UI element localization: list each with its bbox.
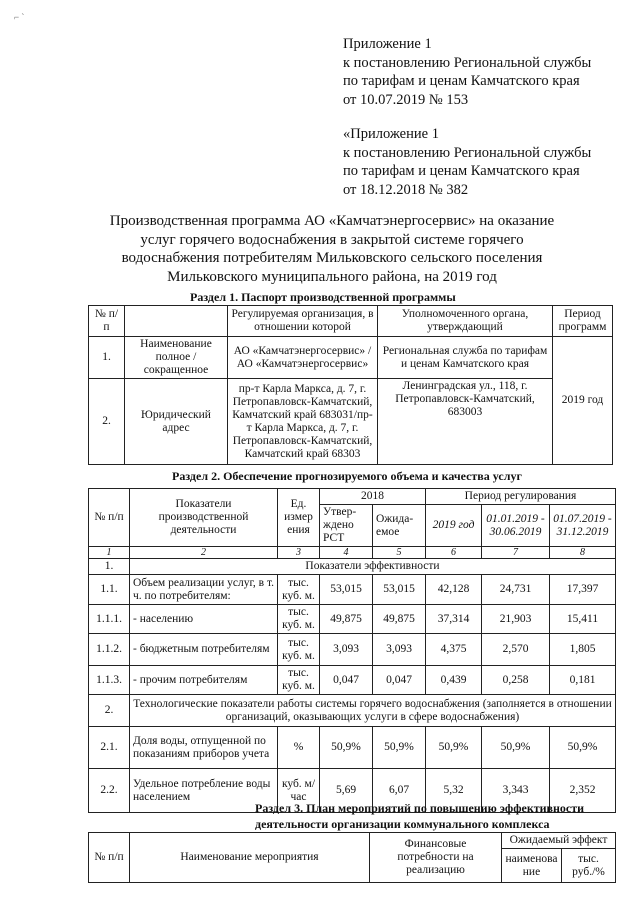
table-header-row (89, 489, 616, 505)
table-header-row (89, 833, 616, 849)
approval-line: «Приложение 1 (343, 126, 439, 142)
row-half-1: 24,731 (482, 575, 550, 605)
row-2019: 50,9% (426, 727, 482, 769)
row-half-1: 0,258 (482, 666, 550, 695)
col-index: 3 (278, 547, 320, 559)
table-header-row (89, 306, 613, 337)
row-num: 1.1. (89, 575, 130, 605)
row-2019: 0,439 (426, 666, 482, 695)
row-half-1: 2,570 (482, 634, 550, 666)
header-regulation-period: Период регулирования (426, 489, 616, 505)
row-authority: Региональная служба по тарифам и ценам Камчатского края (378, 337, 553, 379)
row-half-2: 0,181 (550, 666, 616, 695)
row-2019: 4,375 (426, 634, 482, 666)
header-indicator: Показатели производственной деятельности (130, 489, 278, 547)
header-half-1: 01.01.2019 - 30.06.2019 (482, 505, 550, 547)
table-row (89, 575, 616, 605)
row-half-2: 15,411 (550, 605, 616, 634)
row-label: Объем реализации услуг, в т. ч. по потребителям: (130, 575, 278, 605)
row-num: 2.1. (89, 727, 130, 769)
row-half-1: 3,343 (482, 769, 550, 813)
approval-block-previous (343, 125, 591, 199)
header-org: Регулируемая организация, в отношении которой (228, 306, 378, 337)
group-num: 1. (89, 559, 130, 575)
row-approved: 0,047 (320, 666, 373, 695)
row-unit: тыс. куб. м. (278, 605, 320, 634)
scan-mark: ⌐ ` (14, 12, 25, 22)
header-2019: 2019 год (426, 505, 482, 547)
header-approved: Утвер-ждено РСТ (320, 505, 373, 547)
table-row (89, 666, 616, 695)
header-effect-name: наименова ние (502, 849, 562, 883)
col-index: 7 (482, 547, 550, 559)
approval-line: к постановлению Региональной службы (343, 144, 592, 161)
header-expected: Ожида-емое (373, 505, 426, 547)
row-label: Доля воды, отпущенной по показаниям приборов учета (130, 727, 278, 769)
table-row (89, 634, 616, 666)
header-authority: Уполномоченного органа, утверждающий (378, 306, 553, 337)
row-approved: 50,9% (320, 727, 373, 769)
row-num: 2.2. (89, 769, 130, 813)
col-index: 5 (373, 547, 426, 559)
approval-line: по тарифам и ценам Камчатского края (343, 73, 580, 89)
period-value: 2019 год (553, 337, 613, 465)
group-label: Технологические показатели работы системы горячего водоснабжения (заполняется в отношении организаций, оказывающих услуги в сфере водоснабжения) (130, 695, 616, 727)
col-index: 6 (426, 547, 482, 559)
row-half-2: 50,9% (550, 727, 616, 769)
col-index: 8 (550, 547, 616, 559)
row-label: Удельное потребление воды населением (130, 769, 278, 813)
group-row (89, 559, 616, 575)
row-approved: 3,093 (320, 634, 373, 666)
table-row (89, 727, 616, 769)
approval-line: по тарифам и ценам Камчатского края (343, 163, 580, 179)
row-expected: 49,875 (373, 605, 426, 634)
row-num: 1. (89, 337, 125, 379)
approval-line: Приложение 1 (343, 36, 432, 52)
header-half-2: 01.07.2019 - 31.12.2019 (550, 505, 616, 547)
row-2019: 5,32 (426, 769, 482, 813)
row-unit: куб. м/час (278, 769, 320, 813)
header-num: № п/п (89, 306, 125, 337)
row-unit: тыс. куб. м. (278, 666, 320, 695)
col-index: 4 (320, 547, 373, 559)
row-expected: 53,015 (373, 575, 426, 605)
indicators-table (88, 488, 616, 813)
header-2018: 2018 (320, 489, 426, 505)
table-row (89, 605, 616, 634)
header-period: Период программ (553, 306, 613, 337)
section-3-title: Раздел 3. План мероприятий по повышению эффективности деятельности организации коммунального комплекса (255, 801, 585, 831)
passport-table (88, 305, 613, 465)
row-approved: 53,015 (320, 575, 373, 605)
row-num: 2. (89, 379, 125, 465)
document-title: Производственная программа АО «Камчатэнергосервис» на оказание услуг горячего водоснабжения в закрытой системе горячего водоснабжения потребителям Мильковского сельского поселения Мильковского муниципального района, на 2019 год (109, 213, 555, 285)
row-org: пр-т Карла Маркса, д. 7, г. Петропавловск-Камчатский, Камчатский край 683031/пр-т Карла Маркса, д. 7, г. Петропавловск-Камчатский, Камчатский край 68303 (228, 379, 378, 465)
group-row (89, 695, 616, 727)
row-expected: 6,07 (373, 769, 426, 813)
header-unit: Ед. измер ения (278, 489, 320, 547)
header-num: № п/п (89, 489, 130, 547)
column-index-row (89, 547, 616, 559)
row-half-1: 21,903 (482, 605, 550, 634)
header-effect-value: тыс. руб./% (562, 849, 616, 883)
header-blank (125, 306, 228, 337)
section-1-title: Раздел 1. Паспорт производственной программы (190, 290, 456, 304)
header-finance: Финансовые потребности на реализацию (370, 833, 502, 883)
row-approved: 5,69 (320, 769, 373, 813)
row-num: 1.1.2. (89, 634, 130, 666)
row-label: - бюджетным потребителям (130, 634, 278, 666)
row-label: Юридический адрес (125, 379, 228, 465)
row-half-2: 2,352 (550, 769, 616, 813)
header-name: Наименование мероприятия (130, 833, 370, 883)
approval-line: от 10.07.2019 № 153 (343, 91, 469, 108)
measures-table (88, 832, 616, 883)
row-org: АО «Камчатэнергосервис» / АО «Камчатэнергосервис» (228, 337, 378, 379)
row-expected: 0,047 (373, 666, 426, 695)
row-approved: 49,875 (320, 605, 373, 634)
row-label: - прочим потребителям (130, 666, 278, 695)
col-index: 1 (89, 547, 130, 559)
row-unit: тыс. куб. м. (278, 634, 320, 666)
row-num: 1.1.1. (89, 605, 130, 634)
section-2-title: Раздел 2. Обеспечение прогнозируемого объема и качества услуг (172, 469, 522, 483)
approval-line: от 18.12.2018 № 382 (343, 181, 469, 198)
row-half-2: 1,805 (550, 634, 616, 666)
row-label: - населению (130, 605, 278, 634)
row-expected: 3,093 (373, 634, 426, 666)
table-row (89, 337, 613, 379)
group-label: Показатели эффективности (130, 559, 616, 575)
row-label: Наименование полное / сокращенное (125, 337, 228, 379)
header-effect: Ожидаемый эффект (502, 833, 616, 849)
row-unit: % (278, 727, 320, 769)
row-half-1: 50,9% (482, 727, 550, 769)
col-index: 2 (130, 547, 278, 559)
row-unit: тыс. куб. м. (278, 575, 320, 605)
approval-block-current (343, 35, 591, 109)
group-num: 2. (89, 695, 130, 727)
row-2019: 42,128 (426, 575, 482, 605)
row-2019: 37,314 (426, 605, 482, 634)
row-num: 1.1.3. (89, 666, 130, 695)
row-expected: 50,9% (373, 727, 426, 769)
header-num: № п/п (89, 833, 130, 883)
row-half-2: 17,397 (550, 575, 616, 605)
approval-line: к постановлению Региональной службы (343, 54, 592, 71)
row-authority: Ленинградская ул., 118, г. Петропавловск-Камчатский, 683003 (378, 379, 553, 465)
table-row (89, 379, 613, 465)
